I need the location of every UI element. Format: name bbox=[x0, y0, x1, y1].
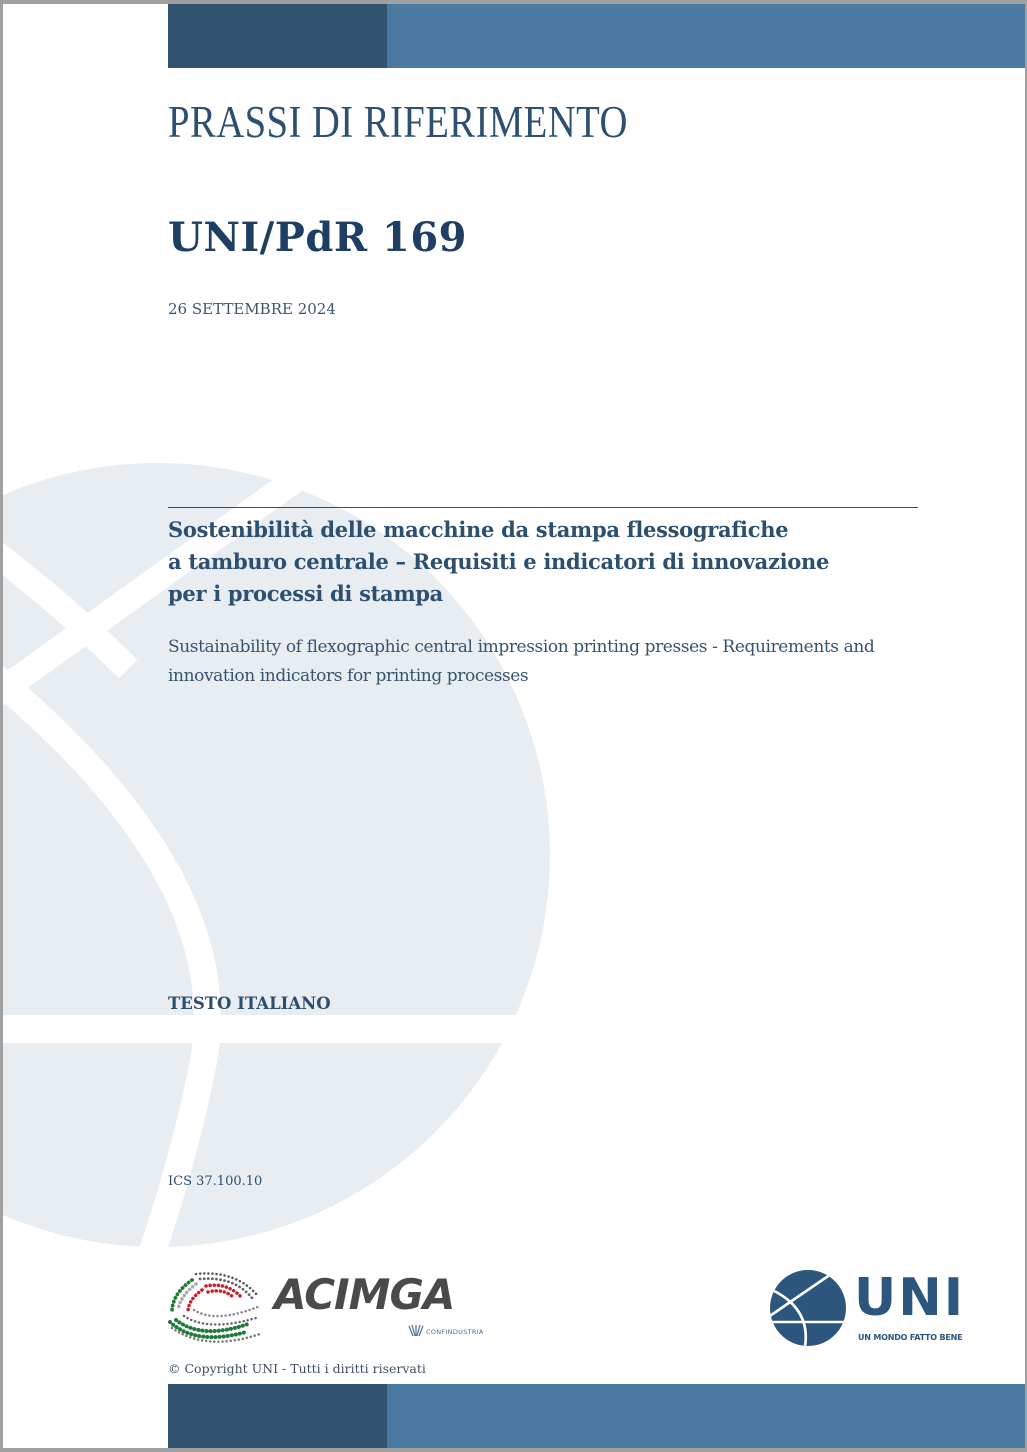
uni-globe-icon bbox=[768, 1268, 848, 1348]
confindustria-eagle-icon bbox=[408, 1324, 424, 1338]
english-title bbox=[168, 633, 938, 691]
english-title-line: Sustainability of flexographic central impression printing presses - Requirements and bbox=[168, 637, 875, 657]
uni-tagline: UN MONDO FATTO BENE bbox=[858, 1333, 963, 1342]
italian-title bbox=[168, 514, 928, 610]
english-title-line: innovation indicators for printing processes bbox=[168, 666, 529, 686]
italian-title-line: per i processi di stampa bbox=[168, 581, 443, 606]
italian-title-line: a tamburo centrale – Requisiti e indicatori di innovazione bbox=[168, 549, 830, 574]
publication-date: 26 SETTEMBRE 2024 bbox=[168, 300, 336, 318]
copyright-notice: © Copyright UNI - Tutti i diritti riservati bbox=[168, 1361, 426, 1376]
italian-title-line: Sostenibilità delle macchine da stampa flessografiche bbox=[168, 517, 789, 542]
series-label: PRASSI DI RIFERIMENTO bbox=[168, 97, 628, 147]
ics-code: ICS 37.100.10 bbox=[168, 1174, 263, 1189]
uni-logo bbox=[766, 1266, 976, 1348]
title-divider bbox=[168, 507, 918, 508]
header-band-dark bbox=[168, 4, 387, 68]
acimga-logo bbox=[166, 1266, 496, 1348]
footer-band-dark bbox=[168, 1384, 387, 1448]
uni-wordmark: UNI bbox=[854, 1268, 966, 1328]
document-code: UNI/PdR 169 bbox=[168, 214, 467, 261]
confindustria-label: CONFINDUSTRIA bbox=[426, 1328, 484, 1336]
footer-band-light bbox=[387, 1384, 1025, 1448]
header-color-band bbox=[168, 4, 1025, 68]
header-band-light bbox=[387, 4, 1025, 68]
language-label: TESTO ITALIANO bbox=[168, 994, 331, 1013]
acimga-swirl-icon bbox=[166, 1266, 266, 1348]
footer-color-band bbox=[168, 1384, 1025, 1448]
acimga-wordmark: ACIMGA bbox=[274, 1270, 455, 1319]
globe-watermark-icon bbox=[3, 4, 1025, 1448]
document-cover-page bbox=[3, 4, 1025, 1448]
